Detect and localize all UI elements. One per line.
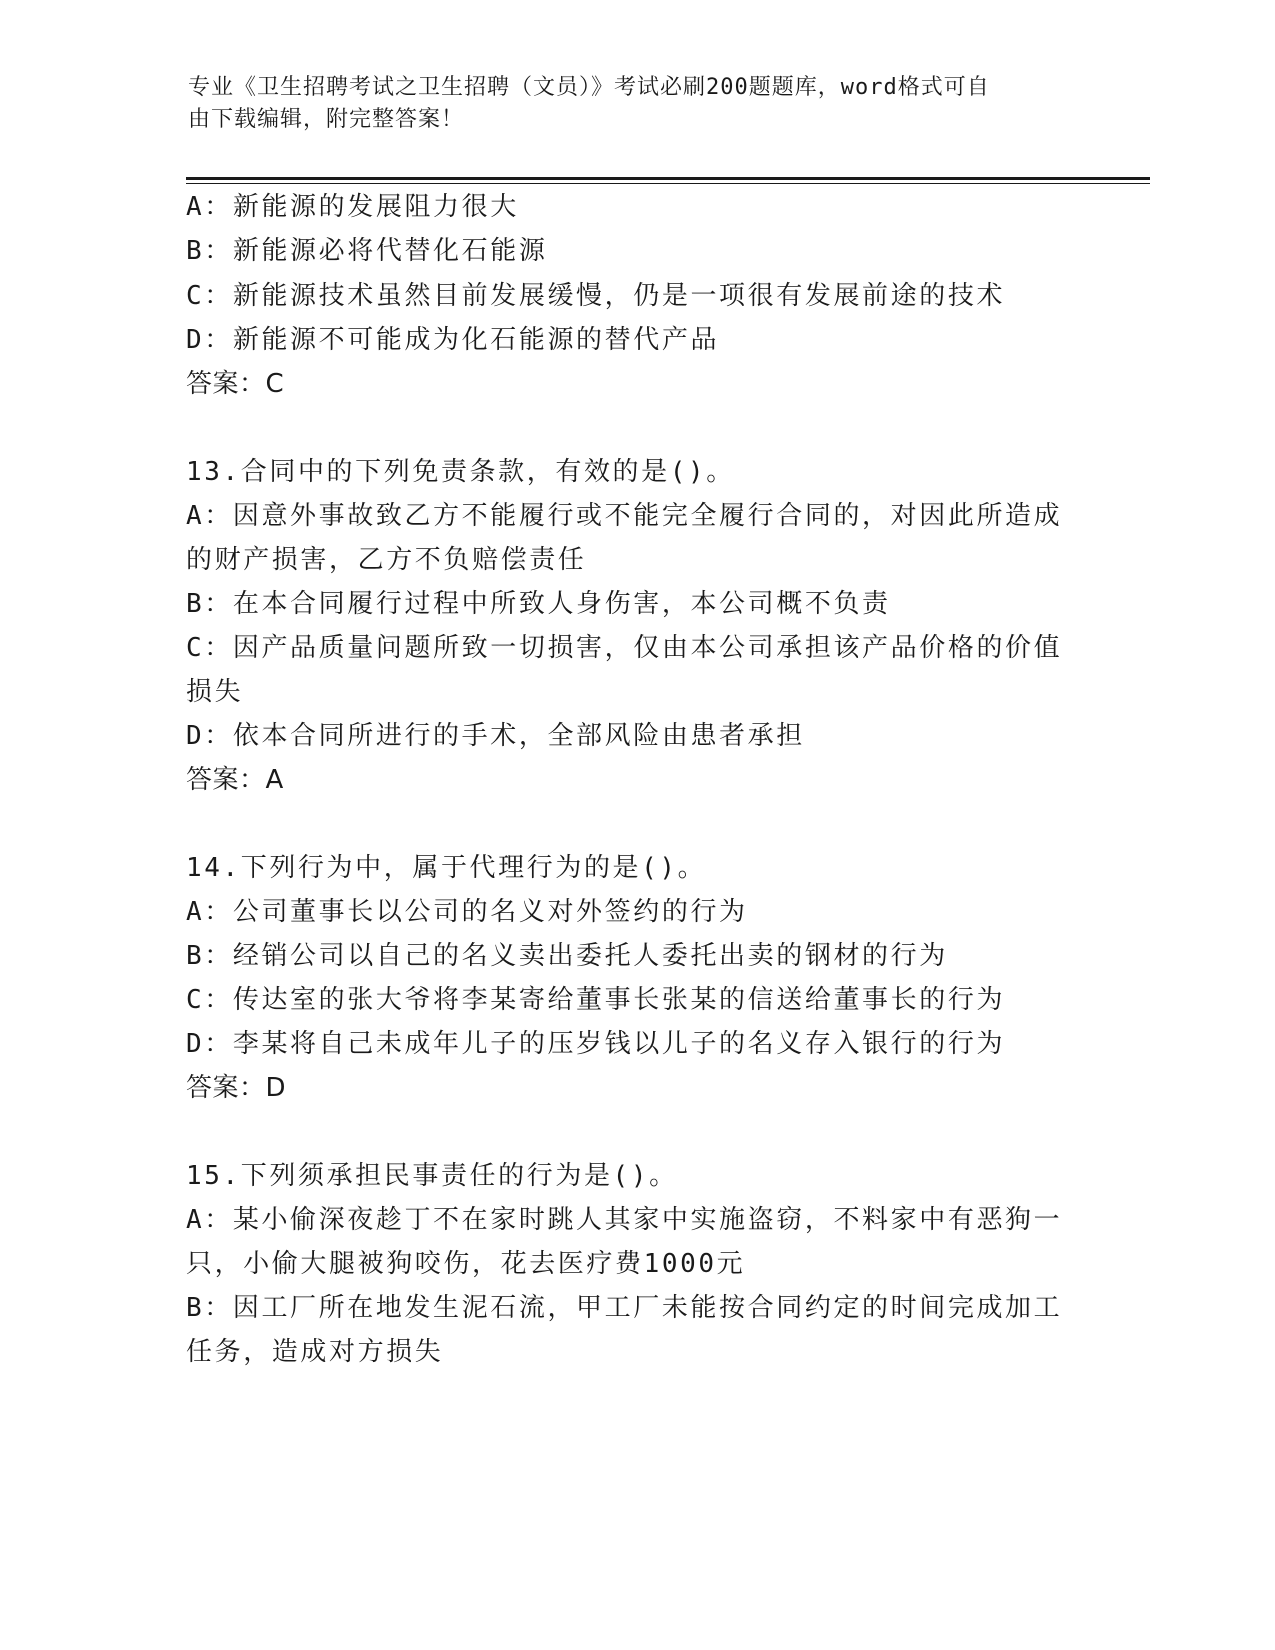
q12-option-b: B：新能源必将代替化石能源 [186,236,548,266]
q14-option-c: C：传达室的张大爷将李某寄给董事长张某的信送给董事长的行为 [186,985,1006,1015]
q15-stem: 15.下列须承担民事责任的行为是()。 [186,1161,678,1191]
q12-answer: 答案：C [186,369,285,399]
q15-option-b-line-2: 任务，造成对方损失 [186,1337,444,1367]
q14-stem: 14.下列行为中，属于代理行为的是()。 [186,853,707,883]
q13-option-b: B：在本合同履行过程中所致人身伤害，本公司概不负责 [186,589,891,619]
q12-option-c: C：新能源技术虽然目前发展缓慢，仍是一项很有发展前途的技术 [186,281,1006,311]
q14-answer: 答案：D [186,1073,287,1103]
q15-option-a-line-2: 只，小偷大腿被狗咬伤，花去医疗费1000元 [186,1249,746,1279]
q13-option-c-line-1: C：因产品质量问题所致一切损害，仅由本公司承担该产品价格的价值 [186,633,1063,663]
q13-option-d: D：依本合同所进行的手术，全部风险由患者承担 [186,721,805,751]
document-header [188,72,1068,136]
q12-option-d: D：新能源不可能成为化石能源的替代产品 [186,325,720,355]
q14-option-b: B：经销公司以自己的名义卖出委托人委托出卖的钢材的行为 [186,941,948,971]
q13-option-a-line-1: A：因意外事故致乙方不能履行或不能完全履行合同的，对因此所造成 [186,501,1063,531]
q13-answer: 答案：A [186,765,284,795]
header-line-2: 由下载编辑，附完整答案！ [188,107,465,132]
q15-option-b-line-1: B：因工厂所在地发生泥石流，甲工厂未能按合同约定的时间完成加工 [186,1293,1063,1323]
q14-option-d: D：李某将自己未成年儿子的压岁钱以儿子的名义存入银行的行为 [186,1029,1006,1059]
q13-stem: 13.合同中的下列免责条款，有效的是()。 [186,457,735,487]
q13-option-c-line-2: 损失 [186,677,244,707]
header-divider-thick [186,177,1150,180]
q13-option-a-line-2: 的财产损害，乙方不负赔偿责任 [186,545,587,575]
q14-option-a: A：公司董事长以公司的名义对外签约的行为 [186,897,748,927]
header-line-1: 专业《卫生招聘考试之卫生招聘（文员）》考试必刷200题题库，word格式可自 [188,75,990,100]
header-divider-thin [186,183,1150,184]
q15-option-a-line-1: A：某小偷深夜趁丁不在家时跳人其家中实施盗窃，不料家中有恶狗一 [186,1205,1063,1235]
q12-option-a: A：新能源的发展阻力很大 [186,192,519,222]
